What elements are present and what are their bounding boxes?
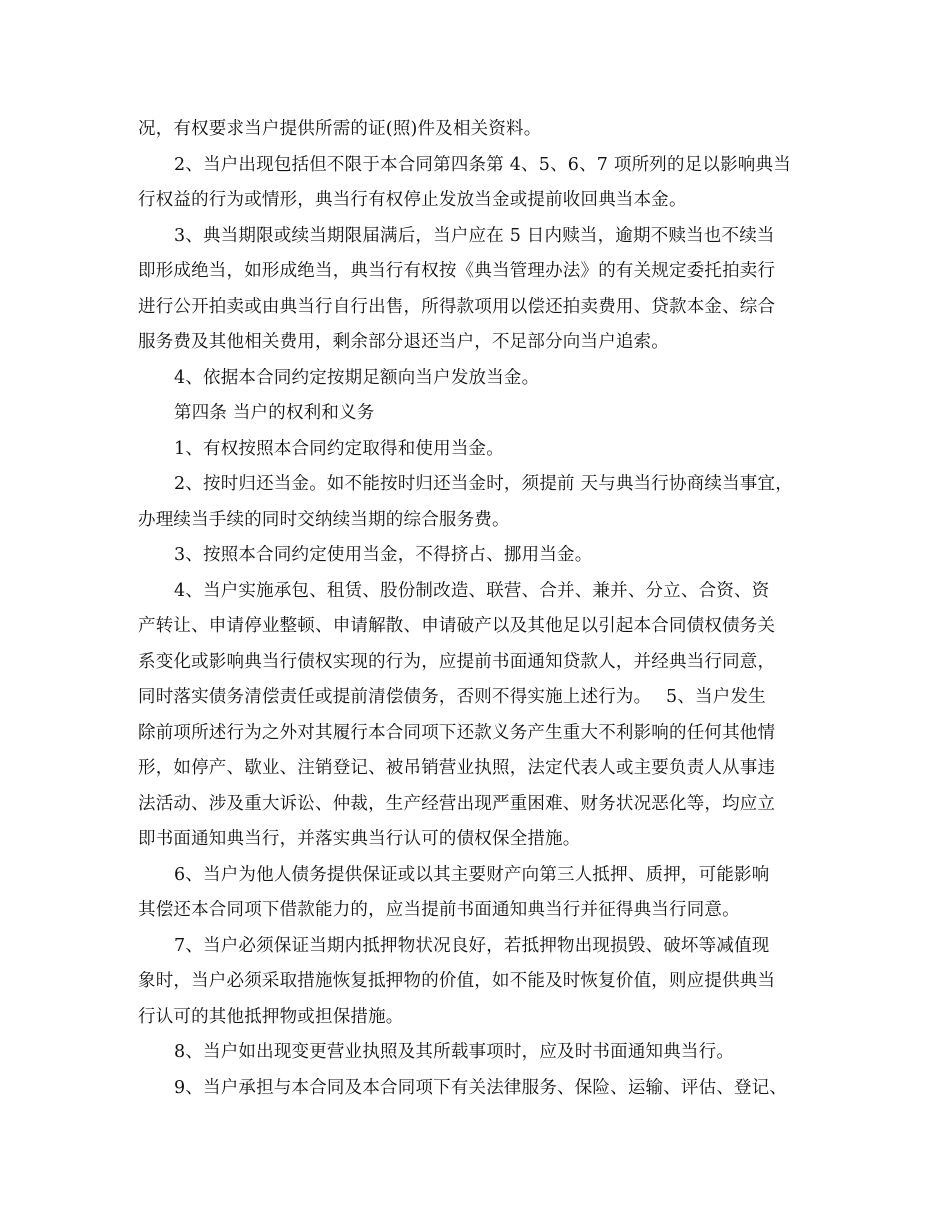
text-line: 1、有权按照本合同约定取得和使用当金。 <box>174 438 504 459</box>
text-line: 4、依据本合同约定按期足额向当户发放当金。 <box>174 367 540 388</box>
text-line: 即书面通知典当行，并落实典当行认可的债权保全措施。 <box>138 829 581 849</box>
text-line: 进行公开拍卖或由典当行自行出售，所得款项用以偿还拍卖费用、贷款本金、综合 <box>138 296 776 317</box>
text-line: 4、当户实施承包、租赁、股份制改造、联营、合并、兼并、分立、合资、资 <box>174 580 770 601</box>
text-line: 7、当户必须保证当期内抵押物状况良好，若抵押物出现损毁、破坏等减值现 <box>174 935 770 956</box>
section-heading: 第四条 当户的权利和义务 <box>174 403 375 423</box>
text-line: 产转让、申请停业整顿、申请解散、申请破产以及其他足以引起本合同债权债务关 <box>138 616 776 636</box>
text-line: 况，有权要求当户提供所需的证(照)件及相关资料。 <box>138 119 542 139</box>
text-line: 3、按照本合同约定使用当金，不得挤占、挪用当金。 <box>174 545 593 565</box>
text-line: 同时落实债务清偿责任或提前清偿债务，否则不得实施上述行为。 5、当户发生 <box>138 687 766 707</box>
text-line: 即形成绝当，如形成绝当，典当行有权按《典当管理办法》的有关规定委托拍卖行 <box>138 261 776 281</box>
text-line: 系变化或影响典当行债权实现的行为，应提前书面通知贷款人，并经典当行同意， <box>138 651 776 672</box>
text-line: 服务费及其他相关费用，剩余部分退还当户，不足部分向当户追索。 <box>138 332 669 352</box>
text-line: 办理续当手续的同时交纳续当期的综合服务费。 <box>138 509 510 530</box>
text-line: 9、当户承担与本合同及本合同项下有关法律服务、保险、运输、评估、登记、 <box>174 1077 788 1098</box>
text-line: 6、当户为他人债务提供保证或以其主要财产向第三人抵押、质押，可能影响 <box>174 864 770 885</box>
text-line: 2、按时归还当金。如不能按时归还当金时，须提前 天与典当行协商续当事宜， <box>174 474 793 494</box>
text-line: 其偿还本合同项下借款能力的，应当提前书面通知典当行并征得典当行同意。 <box>138 900 740 920</box>
text-line: 8、当户如出现变更营业执照及其所载事项时，应及时书面通知典当行。 <box>174 1042 735 1062</box>
text-line: 2、当户出现包括但不限于本合同第四条第 4、5、6、7 项所列的足以影响典当 <box>174 154 791 175</box>
text-line: 3、典当期限或续当期限届满后，当户应在 5 日内赎当，逾期不赎当也不续当 <box>174 225 775 246</box>
text-line: 行认可的其他抵押物或担保措施。 <box>138 1006 404 1027</box>
document-body <box>138 112 814 1106</box>
text-line: 象时，当户必须采取措施恢复抵押物的价值，如不能及时恢复价值，则应提供典当 <box>138 971 776 991</box>
text-line: 形，如停产、歇业、注销登记、被吊销营业执照，法定代表人或主要负责人从事违 <box>138 758 776 778</box>
text-line: 行权益的行为或情形，典当行有权停止发放当金或提前收回典当本金。 <box>138 190 687 210</box>
text-line: 除前项所述行为之外对其履行本合同项下还款义务产生重大不利影响的任何其他情 <box>138 722 776 743</box>
text-line: 法活动、涉及重大诉讼、仲裁，生产经营出现严重困难、财务状况恶化等，均应立 <box>138 793 776 814</box>
